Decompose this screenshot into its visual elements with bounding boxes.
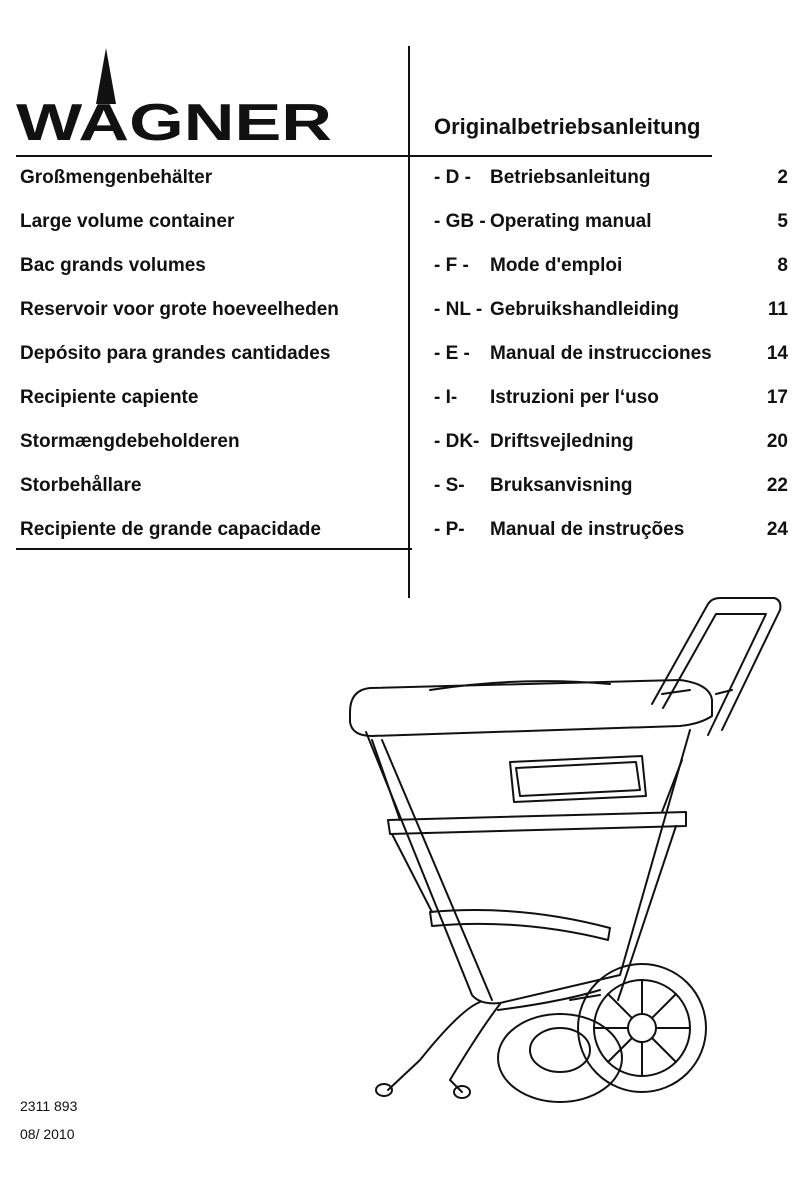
cart-base bbox=[388, 1002, 500, 1092]
language-row-s bbox=[0, 471, 808, 501]
language-code: - S- bbox=[434, 475, 465, 496]
language-code: - NL - bbox=[434, 299, 483, 320]
manual-title: Manual de instruções bbox=[490, 519, 685, 540]
language-code: - I- bbox=[434, 387, 458, 408]
product-name: Reservoir voor grote hoeveelheden bbox=[20, 299, 339, 320]
language-row-nl bbox=[0, 295, 808, 325]
product-name: Stormængdebeholderen bbox=[20, 431, 240, 452]
page-number: 24 bbox=[766, 519, 788, 540]
product-name: Recipiente capiente bbox=[20, 387, 199, 408]
language-row-dk bbox=[0, 427, 808, 457]
manual-title: Gebruikshandleiding bbox=[490, 299, 679, 320]
page-number: 17 bbox=[766, 387, 788, 408]
language-row-f bbox=[0, 251, 808, 281]
manual-title: Mode d'emploi bbox=[490, 255, 623, 276]
language-row-p bbox=[0, 515, 808, 545]
language-code: - GB - bbox=[434, 211, 486, 232]
cart-handle bbox=[652, 598, 780, 730]
part-number: 2311 893 bbox=[20, 1098, 78, 1114]
product-name: Depósito para grandes cantidades bbox=[20, 343, 331, 364]
frame-band bbox=[388, 812, 686, 834]
language-code: - E - bbox=[434, 343, 470, 364]
language-code: - DK- bbox=[434, 431, 480, 452]
list-end-rule bbox=[16, 548, 412, 550]
page-number: 8 bbox=[777, 255, 788, 276]
page-number: 20 bbox=[766, 431, 788, 452]
product-name: Recipiente de grande capacidade bbox=[20, 519, 321, 540]
page-number: 11 bbox=[767, 299, 788, 320]
manual-title: Bruksanvisning bbox=[490, 475, 633, 496]
page-number: 5 bbox=[777, 211, 788, 232]
manual-title: Istruzioni per l‘uso bbox=[490, 387, 659, 408]
container-cart-illustration bbox=[340, 590, 800, 1110]
page-number: 2 bbox=[777, 167, 788, 188]
language-code: - P- bbox=[434, 519, 465, 540]
edition-date: 08/ 2010 bbox=[20, 1126, 75, 1142]
language-row-i bbox=[0, 383, 808, 413]
language-row-e bbox=[0, 339, 808, 369]
page-title: Originalbetriebsanleitung bbox=[434, 114, 701, 139]
language-row-d bbox=[0, 163, 808, 193]
wagner-logo bbox=[16, 44, 336, 144]
manual-title: Driftsvejledning bbox=[490, 431, 634, 452]
logo-text: WAGNER bbox=[16, 94, 332, 144]
manual-title: Manual de instrucciones bbox=[490, 343, 712, 364]
product-name: Storbehållare bbox=[20, 475, 142, 496]
page-number: 14 bbox=[766, 343, 788, 364]
manual-title: Betriebsanleitung bbox=[490, 167, 651, 188]
header-rule bbox=[16, 155, 712, 157]
container-lid bbox=[350, 680, 712, 736]
page-number: 22 bbox=[766, 475, 788, 496]
container-body bbox=[366, 730, 690, 1003]
product-name: Bac grands volumes bbox=[20, 255, 206, 276]
product-name: Großmengenbehälter bbox=[20, 167, 213, 188]
product-name: Large volume container bbox=[20, 211, 235, 232]
language-code: - D - bbox=[434, 167, 471, 188]
language-code: - F - bbox=[434, 255, 469, 276]
manual-title: Operating manual bbox=[490, 211, 652, 232]
language-row-gb bbox=[0, 207, 808, 237]
